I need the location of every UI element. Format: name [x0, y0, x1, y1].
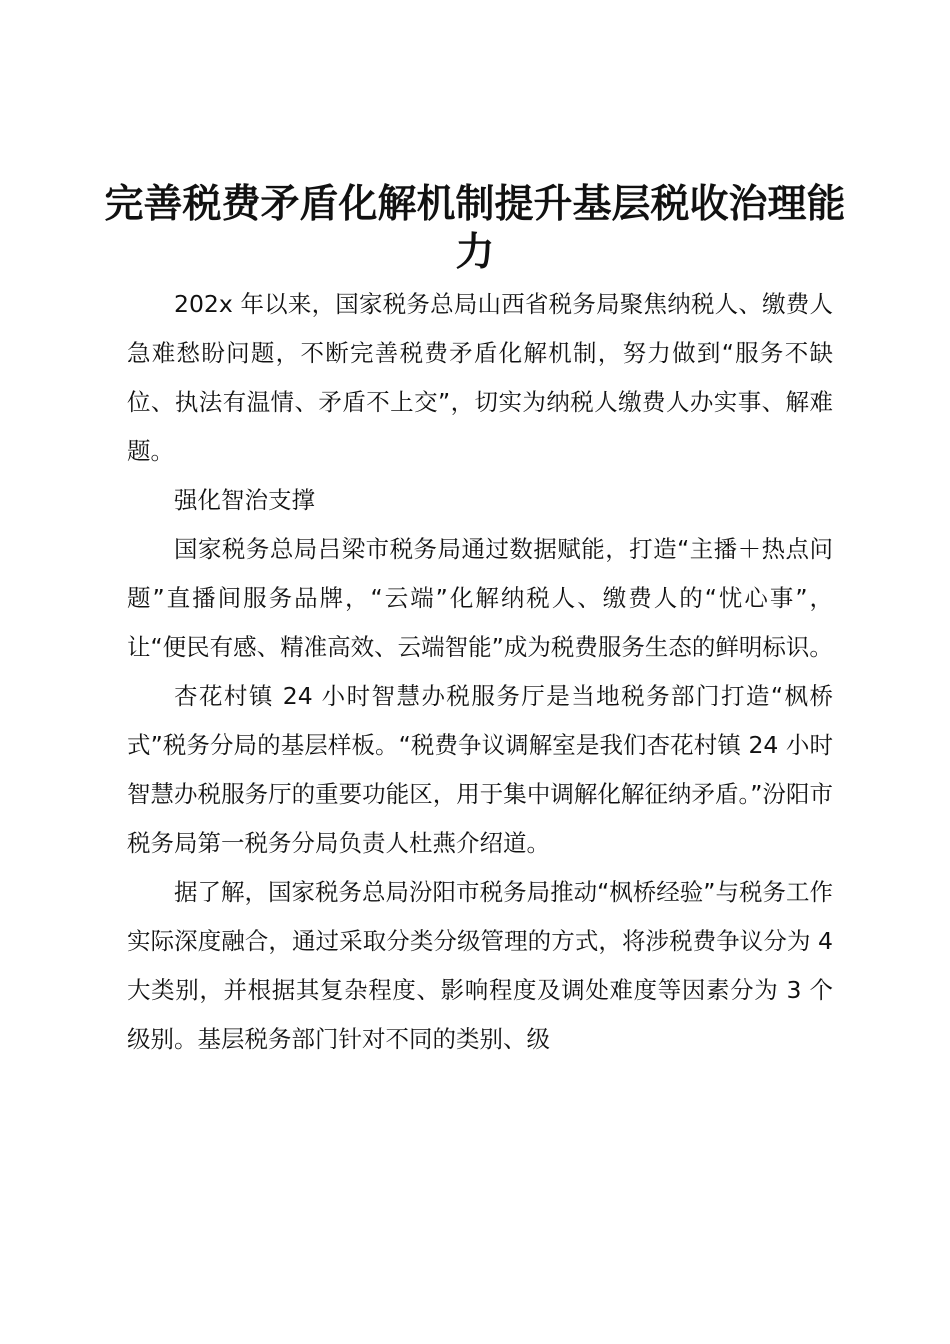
- paragraph-lvliang: 国家税务总局吕梁市税务局通过数据赋能，打造“主播＋热点问题”直播间服务品牌，“云端”化解纳税人、缴费人的“忧心事”，让“便民有感、精准高效、云端智能”成为税费服务生态的鲜明标识。: [127, 535, 833, 661]
- paragraph-xinghuacun: 杏花村镇 24 小时智慧办税服务厅是当地税务部门打造“枫桥式”税务分局的基层样板。“税费争议调解室是我们杏花村镇 24 小时智慧办税服务厅的重要功能区，用于集中调解化解征纳矛盾。”汾阳市税务局第一税务分局负责人杜燕介绍道。: [127, 682, 833, 857]
- paragraph-fenyang: 据了解，国家税务总局汾阳市税务局推动“枫桥经验”与税务工作实际深度融合，通过采取分类分级管理的方式，将涉税费争议分为 4 大类别，并根据其复杂程度、影响程度及调处难度等因素分为 3 个级别。基层税务部门针对不同的类别、级: [127, 878, 833, 1053]
- paragraph-intro: 202x 年以来，国家税务总局山西省税务局聚焦纳税人、缴费人急难愁盼问题，不断完善税费矛盾化解机制，努力做到“服务不缺位、执法有温情、矛盾不上交”，切实为纳税人缴费人办实事、解难题。: [127, 290, 833, 465]
- document-body: [127, 280, 833, 1064]
- section-heading: 强化智治支撑: [174, 486, 315, 514]
- document-title: 完善税费矛盾化解机制提升基层税收治理能力: [104, 181, 846, 275]
